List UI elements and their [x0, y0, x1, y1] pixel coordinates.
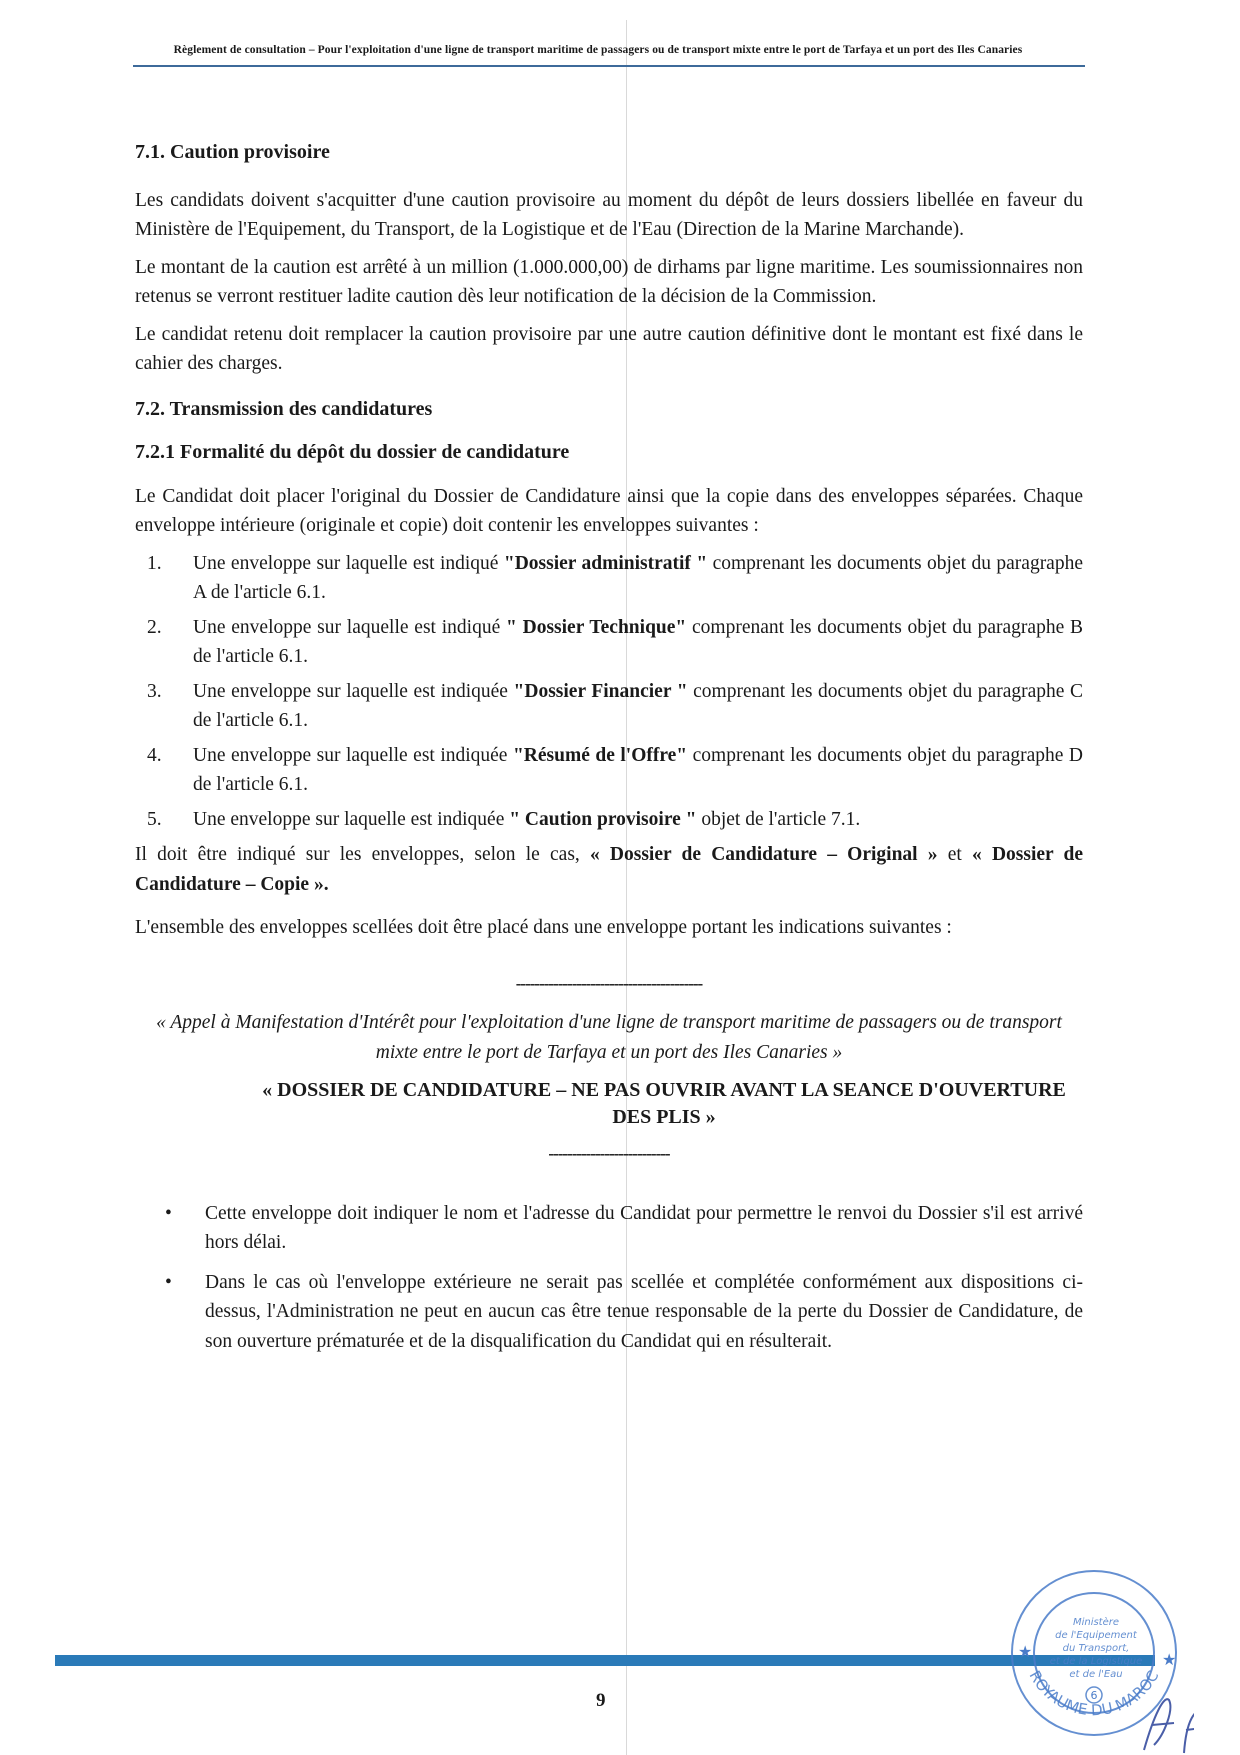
list-item: 1. Une enveloppe sur laquelle est indiqué "Dossier administratif " comprenant les documents objet du paragraphe A de l'article 6.1. [147, 552, 1083, 603]
stamp-line: du Transport, [1062, 1643, 1130, 1654]
list-item: 2. Une enveloppe sur laquelle est indiqué " Dossier Technique" comprenant les documents objet du paragraphe B de l'article 6.1. [147, 616, 1084, 667]
stamp-line: et de la Logistique [1049, 1656, 1143, 1667]
section-7-2-title: 7.2. Transmission des candidatures [135, 397, 433, 420]
section-7-1-title: 7.1. Caution provisoire [135, 141, 330, 163]
footer-bar [55, 1655, 1155, 1666]
page-body [135, 138, 1083, 1356]
envelope-mention: Il doit être indiqué sur les enveloppes, selon le cas, « Dossier de Candidature – Original » et « Dossier de Candidature – Copie ». [135, 844, 1084, 895]
s71-paragraph-1: Les candidats doivent s'acquitter d'une caution provisoire au moment du dépôt de leurs dossiers libellée en faveur du Ministère de l'Equipement, du Transport, de la Logistique et de l'Eau (Direction de la Marine Marchande). [135, 189, 1083, 240]
running-header: Règlement de consultation – Pour l'exploitation d'une ligne de transport maritime de passagers ou de transport mixte entre le port de Tarfaya et un port des Iles Canaries [173, 44, 1023, 56]
page-number: 9 [596, 1690, 606, 1711]
s71-paragraph-3: Le candidat retenu doit remplacer la caution provisoire par une autre caution définitive dont le montant est fixé dans le cahier des charges. [135, 323, 1083, 374]
signature-icon [1144, 1699, 1194, 1753]
official-stamp-icon [1004, 1565, 1194, 1755]
bullet-icon: • [165, 1202, 172, 1224]
dashed-separator: -------------------------- [548, 1144, 670, 1163]
bullet-list [135, 1199, 1083, 1357]
ensemble-paragraph: L'ensemble des enveloppes scellées doit être placé dans une enveloppe portant les indications suivantes : [135, 917, 952, 938]
list-item: • Dans le cas où l'enveloppe extérieure ne serait pas scellée et complétée conformément aux dispositions ci-dessus, l'Administration ne peut en aucun cas être tenue responsable de la perte du Dossier de Candidature, de son ouverture prématurée et de la disqualification du Candidat qui en résulterait. [135, 1268, 1083, 1357]
s71-paragraph-2: Le montant de la caution est arrêté à un million (1.000.000,00) de dirhams par ligne maritime. Les soumissionnaires non retenus se verront restituer ladite caution dès leur notification de la décision de la Commission. [135, 256, 1083, 307]
stamp-line: de l'Equipement [1055, 1630, 1137, 1641]
stamp-line: et de l'Eau [1069, 1669, 1123, 1680]
s72-intro: Le Candidat doit placer l'original du Dossier de Candidature ainsi que la copie dans des enveloppes séparées. Chaque enveloppe intérieure (originale et copie) doit contenir les enveloppes suivantes : [135, 485, 1083, 536]
dashed-separator: ---------------------------------------- [515, 973, 703, 993]
stamp-number: 6 [1090, 1689, 1098, 1702]
list-item: • Cette enveloppe doit indiquer le nom et l'adresse du Candidat pour permettre le renvoi du Dossier s'il est arrivé hors délai. [135, 1199, 1083, 1258]
bullet-icon: • [165, 1271, 172, 1293]
star-icon: ★ [1162, 1652, 1177, 1669]
header-rule [133, 65, 1085, 67]
list-item: 4. Une enveloppe sur laquelle est indiquée "Résumé de l'Offre" comprenant les documents objet du paragraphe D de l'article 6.1. [147, 744, 1083, 795]
list-item: 5. Une enveloppe sur laquelle est indiquée " Caution provisoire " objet de l'article 7.1. [147, 808, 861, 830]
star-icon: ★ [1018, 1644, 1033, 1661]
envelope-list [135, 549, 1083, 835]
envelope-warning: « DOSSIER DE CANDIDATURE – NE PAS OUVRIR AVANT LA SEANCE D'OUVERTURE DES PLIS » [262, 1079, 1066, 1128]
list-item: 3. Une enveloppe sur laquelle est indiquée "Dossier Financier " comprenant les documents objet du paragraphe C de l'article 6.1. [147, 680, 1083, 731]
stamp-line: Ministère [1072, 1617, 1120, 1628]
section-7-2-1-title: 7.2.1 Formalité du dépôt du dossier de candidature [135, 441, 570, 463]
stamp-outer-text: ROYAUME DU MAROC [1025, 1667, 1163, 1720]
envelope-title: « Appel à Manifestation d'Intérêt pour l'exploitation d'une ligne de transport maritime de passagers ou de transport mixte entre le port de Tarfaya et un port des Iles Canaries » [156, 1012, 1062, 1063]
